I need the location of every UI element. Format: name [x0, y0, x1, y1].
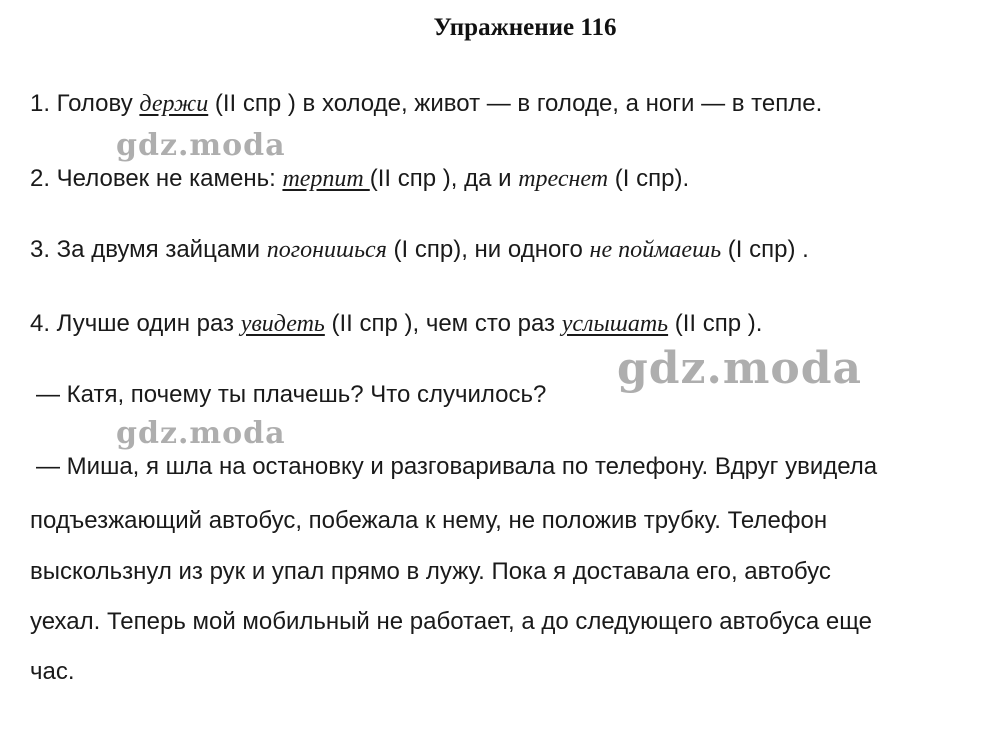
sentence-1: [30, 89, 822, 119]
dialogue-paragraph-line-3: выскользнул из рук и упал прямо в лужу. Пока я доставала его, автобус: [30, 558, 831, 585]
sentence-3-end: (I спр) .: [721, 236, 809, 263]
exercise-title: Упражнение 116: [433, 14, 617, 41]
sentence-2: [30, 164, 689, 194]
verb-terpit: терпит: [282, 166, 370, 192]
dialogue-paragraph-line-5: час.: [30, 658, 75, 685]
sentence-4-mid: (II спр ), чем сто раз: [324, 310, 562, 337]
verb-ne-poimaesh: не поймаешь: [589, 237, 722, 263]
verb-derzhi: держи: [139, 91, 209, 117]
sentence-4-start: 4. Лучше один раз: [30, 310, 241, 337]
watermark: gdz.moda: [116, 416, 286, 451]
sentence-3-mid: (I спр), ни одного: [386, 236, 590, 263]
sentence-4: [30, 309, 762, 339]
verb-uslyshat: услышать: [561, 311, 669, 337]
sentence-3: [30, 235, 809, 265]
dialogue-paragraph-line-2: подъезжающий автобус, побежала к нему, не положив трубку. Телефон: [30, 507, 828, 534]
verb-uvidet: увидеть: [240, 311, 325, 337]
sentence-1-end: (II спр ) в холоде, живот — в голоде, а ноги — в тепле.: [208, 90, 823, 117]
verb-tresnet: треснет: [518, 166, 609, 192]
sentence-2-end: (I спр).: [608, 165, 690, 192]
watermark: gdz.moda: [617, 343, 863, 394]
sentence-3-start: 3. За двумя зайцами: [30, 236, 267, 263]
sentence-2-mid: (II спр ), да и: [369, 165, 519, 192]
dialogue-paragraph-line-1: — Миша, я шла на остановку и разговаривала по телефону. Вдруг увидела: [36, 453, 878, 480]
dialogue-paragraph-line-4: уехал. Теперь мой мобильный не работает, а до следующего автобуса еще: [30, 608, 873, 635]
sentence-2-start: 2. Человек не камень:: [30, 165, 283, 192]
watermark: gdz.moda: [116, 128, 286, 163]
verb-pogonishsya: погонишься: [266, 237, 387, 263]
dialogue-line-1: — Катя, почему ты плачешь? Что случилось?: [36, 381, 547, 408]
sentence-4-end: (II спр ).: [668, 310, 763, 337]
sentence-1-start: 1. Голову: [30, 90, 140, 117]
